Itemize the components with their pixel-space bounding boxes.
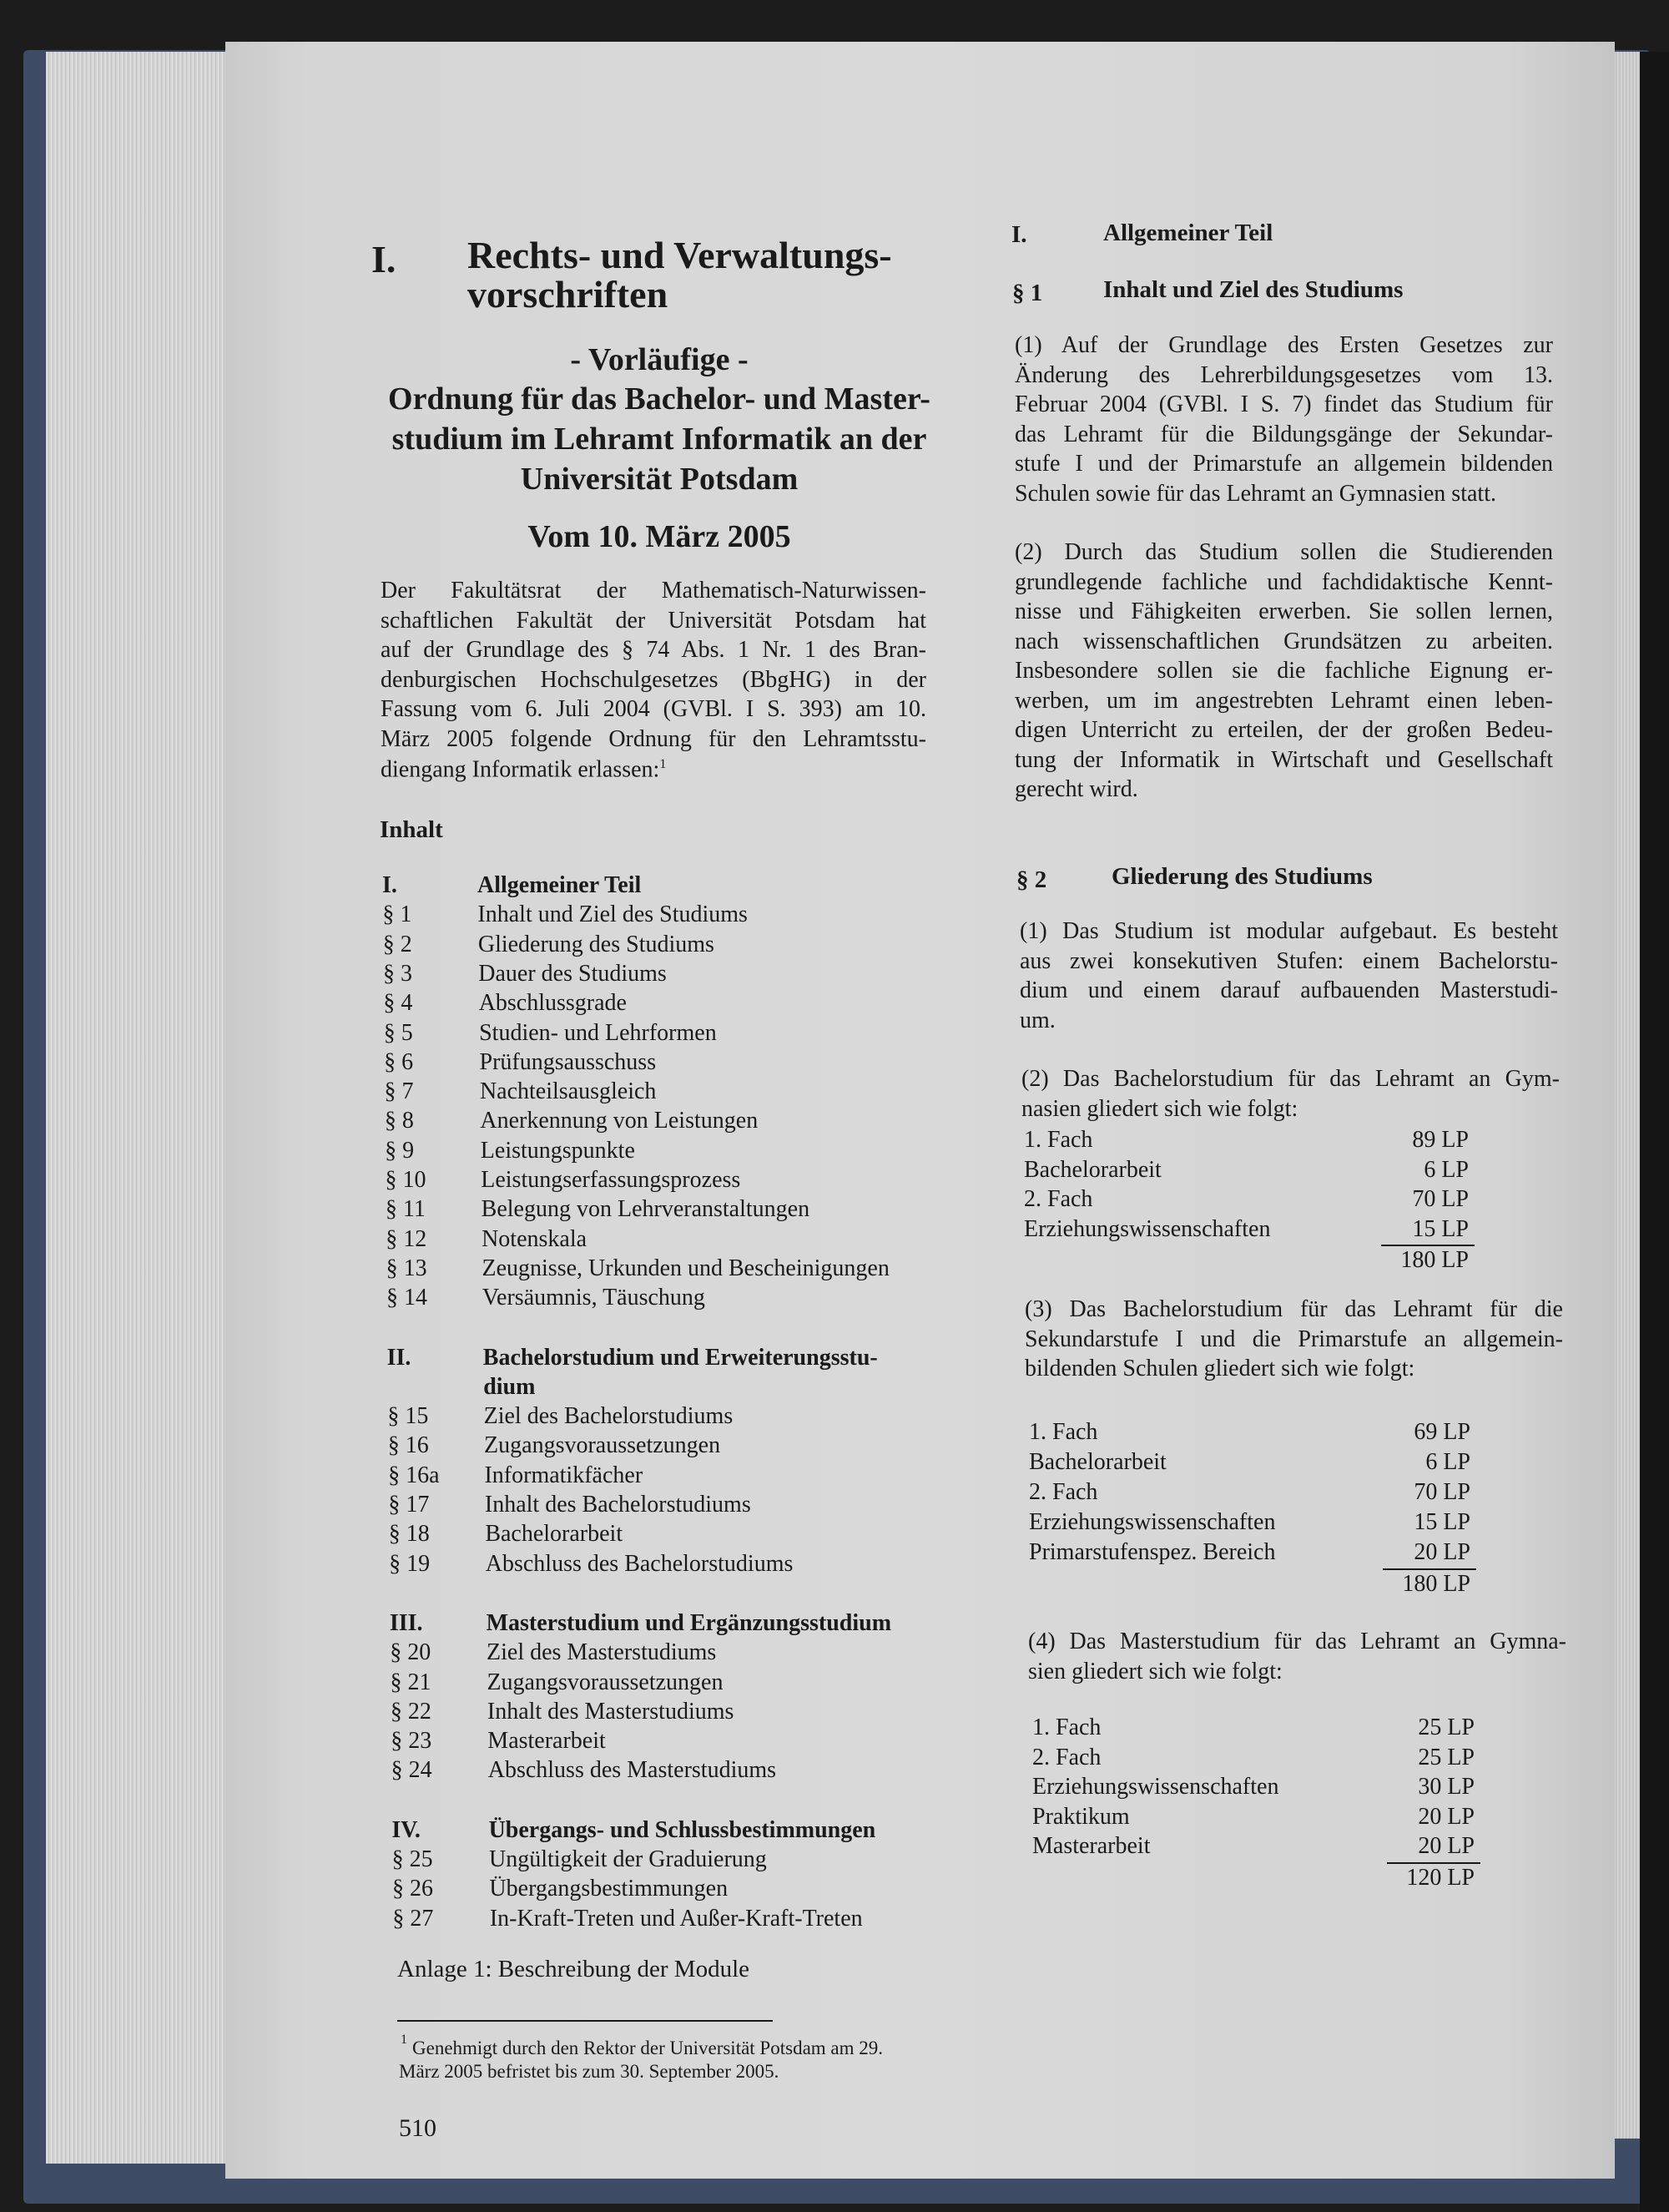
title-line4: Universität Potsdam xyxy=(520,462,799,497)
credits-value: 15 LP xyxy=(1414,1509,1470,1535)
section-title-line2: vorschriften xyxy=(467,273,668,316)
text-line: (2) Das Bachelorstudium für das Lehramt an Gym- xyxy=(1021,1066,1560,1092)
credits-label: Erziehungswissenschaften xyxy=(1024,1215,1271,1242)
section2-title: Gliederung des Studiums xyxy=(1112,863,1373,890)
toc-number: § 16a xyxy=(388,1462,440,1488)
toc-number: § 21 xyxy=(390,1669,431,1695)
toc-title: Versäumnis, Täuschung xyxy=(482,1285,705,1311)
toc-title: Inhalt des Masterstudiums xyxy=(487,1698,734,1725)
toc-title: Studien- und Lehrformen xyxy=(479,1019,717,1046)
inhalt-heading: Inhalt xyxy=(380,816,443,843)
text-line: nach wissenschaftlichen Grundsätzen zu arbeiten. xyxy=(1015,628,1553,654)
text-line: sien gliedert sich wie folgt: xyxy=(1028,1658,1283,1684)
credits-value: 20 LP xyxy=(1414,1539,1470,1565)
toc-number: § 23 xyxy=(391,1728,432,1755)
toc-number: II. xyxy=(386,1344,411,1371)
part-title: Allgemeiner Teil xyxy=(1103,220,1273,246)
text-line: um. xyxy=(1020,1007,1056,1033)
toc-title: Übergangs- und Schlussbestimmungen xyxy=(488,1816,876,1843)
toc-number: III. xyxy=(389,1609,423,1636)
section-number: I. xyxy=(371,238,396,280)
text-line: nasien gliedert sich wie folgt: xyxy=(1021,1095,1298,1122)
toc-title: Übergangsbestimmungen xyxy=(489,1876,729,1902)
credits-label: Erziehungswissenschaften xyxy=(1029,1509,1276,1535)
text-line: schaftlichen Fakultät der Universität Potsdam hat xyxy=(381,607,926,634)
sum-rule xyxy=(1387,1862,1480,1864)
credits-value: 15 LP xyxy=(1412,1215,1469,1242)
credits-value: 25 LP xyxy=(1418,1715,1475,1740)
text-line: werben, um im angestrebten Lehramt einen leben- xyxy=(1015,687,1553,714)
toc-number: § 17 xyxy=(388,1492,430,1518)
text-line: Sekundarstufe I und die Primarstufe an allgemein- xyxy=(1025,1326,1563,1352)
credits-value: 70 LP xyxy=(1412,1186,1469,1213)
credits-label: 2. Fach xyxy=(1024,1186,1093,1213)
credits-label: Primarstufenspez. Bereich xyxy=(1029,1539,1276,1565)
toc-number: § 12 xyxy=(386,1225,427,1252)
toc-title: Zugangsvoraussetzungen xyxy=(487,1669,724,1695)
credits-value: 6 LP xyxy=(1425,1449,1470,1475)
toc-number: § 18 xyxy=(388,1521,430,1548)
text-line: (2) Durch das Studium sollen die Studierenden xyxy=(1015,539,1553,565)
text-line: Februar 2004 (GVBl. I S. 7) findet das Studium für xyxy=(1015,391,1553,417)
credits-value: 89 LP xyxy=(1412,1127,1469,1153)
toc-number: § 5 xyxy=(383,1019,413,1046)
text-line: gerecht wird. xyxy=(1015,776,1138,802)
title-provisional: - Vorläufige - xyxy=(570,342,749,377)
text-line: digen Unterricht zu erteilen, der der großen Bedeu- xyxy=(1015,717,1553,743)
toc-number: § 27 xyxy=(392,1905,434,1932)
footnote-number: 1 xyxy=(401,2033,407,2047)
text-line: grundlegende fachliche und fachdidaktische Kennt- xyxy=(1015,568,1553,595)
toc-title: Inhalt des Bachelorstudiums xyxy=(484,1492,751,1518)
text-line: bildenden Schulen gliedert sich wie folgt: xyxy=(1025,1356,1415,1381)
toc-title: Bachelorarbeit xyxy=(485,1521,623,1548)
text-line: denburgischen Hochschulgesetzes (BbgHG) in der xyxy=(381,666,926,693)
toc-title: In-Kraft-Treten und Außer-Kraft-Treten xyxy=(489,1905,863,1932)
credits-value: 70 LP xyxy=(1414,1479,1470,1505)
section1-title: Inhalt und Ziel des Studiums xyxy=(1103,276,1404,303)
text-line: Fassung vom 6. Juli 2004 (GVBl. I S. 393) am 10. xyxy=(381,696,926,723)
toc-title: Anerkennung von Leistungen xyxy=(480,1108,759,1134)
toc-number: § 24 xyxy=(391,1757,432,1784)
credits-label: Erziehungswissenschaften xyxy=(1032,1774,1279,1800)
scan-margin xyxy=(1640,52,1669,2212)
toc-number: § 26 xyxy=(392,1876,434,1902)
section1-number: § 1 xyxy=(1012,280,1043,306)
toc-title: Abschlussgrade xyxy=(478,990,627,1017)
toc-number: § 14 xyxy=(386,1285,427,1311)
toc-title: Ungültigkeit der Graduierung xyxy=(489,1846,767,1872)
document-date: Vom 10. März 2005 xyxy=(527,519,791,554)
toc-title: Ziel des Bachelorstudiums xyxy=(483,1403,734,1430)
toc-title: Masterstudium und Ergänzungsstudium xyxy=(486,1609,892,1636)
credits-total: 180 LP xyxy=(1402,1571,1470,1597)
annex-line: Anlage 1: Beschreibung der Module xyxy=(397,1956,750,1982)
toc-number: § 2 xyxy=(382,931,412,957)
title-line2: Ordnung für das Bachelor- und Master- xyxy=(388,381,930,417)
toc-title: Abschluss des Masterstudiums xyxy=(487,1757,777,1784)
toc-title: Leistungspunkte xyxy=(480,1137,635,1164)
toc-title: Allgemeiner Teil xyxy=(477,872,642,898)
page-edges-left xyxy=(46,52,238,2164)
toc-title: Informatikfächer xyxy=(484,1462,643,1488)
text-line: das Lehramt für die Bildungsgänge der Sekundar- xyxy=(1015,421,1553,447)
toc-title: Dauer des Studiums xyxy=(478,960,667,987)
toc-number: § 1 xyxy=(382,901,412,928)
toc-title: Leistungserfassungsprozess xyxy=(481,1167,741,1193)
credits-value: 69 LP xyxy=(1414,1419,1470,1445)
toc-number: § 11 xyxy=(385,1196,426,1223)
sum-rule xyxy=(1383,1568,1476,1570)
toc-title: Masterarbeit xyxy=(487,1728,606,1755)
text-line: Schulen sowie für das Lehramt an Gymnasien statt. xyxy=(1015,480,1496,507)
credits-label: 1. Fach xyxy=(1032,1715,1102,1740)
text-line: stufe I und der Primarstufe an allgemein bildenden xyxy=(1015,451,1553,477)
toc-number: I. xyxy=(382,872,397,898)
toc-title: Abschluss des Bachelorstudiums xyxy=(485,1550,794,1577)
toc-title: Inhalt und Ziel des Studiums xyxy=(477,901,748,928)
section2-number: § 2 xyxy=(1016,866,1047,893)
credits-value: 25 LP xyxy=(1418,1744,1475,1770)
text-line: Der Fakultätsrat der Mathematisch-Naturwissen- xyxy=(381,578,926,604)
toc-number: § 15 xyxy=(387,1403,429,1430)
credits-value: 30 LP xyxy=(1418,1774,1475,1800)
title-line3: studium im Lehramt Informatik an der xyxy=(391,422,927,457)
toc-title: Ziel des Masterstudiums xyxy=(487,1639,717,1666)
toc-title: Zeugnisse, Urkunden und Bescheinigungen xyxy=(482,1255,890,1281)
footnote-rule xyxy=(397,2020,773,2022)
text-line: März 2005 folgende Ordnung für den Lehramtsstu- xyxy=(381,726,926,752)
toc-number: § 25 xyxy=(391,1846,433,1872)
toc-title: Bachelorstudium und Erweiterungsstu- xyxy=(482,1344,878,1371)
toc-number: § 6 xyxy=(384,1048,414,1075)
credits-label: 2. Fach xyxy=(1029,1479,1098,1505)
text-line: (3) Das Bachelorstudium für das Lehramt für die xyxy=(1025,1296,1563,1322)
sum-rule xyxy=(1381,1245,1475,1246)
footnote-line2: März 2005 befristet bis zum 30. September 2005. xyxy=(399,2061,779,2082)
part-number: I. xyxy=(1011,221,1027,248)
toc-number: § 8 xyxy=(384,1108,414,1134)
toc-number: IV. xyxy=(391,1816,421,1843)
text-line: (1) Auf der Grundlage des Ersten Gesetzes zur xyxy=(1015,332,1553,358)
toc-number: § 4 xyxy=(383,990,413,1017)
footnote-marker: 1 xyxy=(659,756,667,771)
credits-value: 6 LP xyxy=(1424,1156,1469,1183)
credits-label: Bachelorarbeit xyxy=(1024,1156,1162,1183)
toc-title: Notenskala xyxy=(482,1225,587,1252)
credits-value: 20 LP xyxy=(1418,1803,1475,1830)
toc-title: Belegung von Lehrveranstaltungen xyxy=(481,1196,810,1223)
text-line: aus zwei konsekutiven Stufen: einem Bachelorstu- xyxy=(1020,947,1558,974)
toc-title: dium xyxy=(483,1373,536,1400)
text-line: nisse und Fähigkeiten erwerben. Sie sollen lernen, xyxy=(1015,598,1553,624)
credits-label: 1. Fach xyxy=(1029,1419,1098,1445)
footnote-line1: Genehmigt durch den Rektor der Universität Potsdam am 29. xyxy=(412,2038,884,2058)
credits-total: 120 LP xyxy=(1406,1865,1475,1891)
toc-number: § 13 xyxy=(386,1255,427,1281)
credits-label: Masterarbeit xyxy=(1032,1833,1151,1860)
text-line: Änderung des Lehrerbildungsgesetzes vom 13. xyxy=(1015,361,1553,388)
credits-value: 20 LP xyxy=(1418,1833,1475,1860)
toc-title: Prüfungsausschuss xyxy=(479,1048,657,1075)
toc-number: § 7 xyxy=(384,1078,414,1105)
text-line: (4) Das Masterstudium für das Lehramt an Gymna- xyxy=(1028,1629,1566,1654)
toc-title: Nachteilsausgleich xyxy=(479,1078,657,1105)
toc-title: Zugangsvoraussetzungen xyxy=(484,1432,721,1459)
text-line: (1) Das Studium ist modular aufgebaut. Es besteht xyxy=(1020,918,1558,944)
text-line: diengang Informatik erlassen:$^1$ xyxy=(381,755,667,782)
credits-label: Praktikum xyxy=(1032,1803,1130,1830)
credits-total: 180 LP xyxy=(1400,1247,1469,1274)
credits-label: Bachelorarbeit xyxy=(1029,1449,1167,1475)
text-line: tung der Informatik in Wirtschaft und Gesellschaft xyxy=(1015,746,1553,773)
text-line: auf der Grundlage des § 74 Abs. 1 Nr. 1 des Bran- xyxy=(381,637,926,664)
toc-number: § 20 xyxy=(390,1639,431,1666)
text-line: dium und einem darauf aufbauenden Masterstudi- xyxy=(1020,977,1558,1003)
toc-number: § 16 xyxy=(387,1432,429,1459)
toc-title: Gliederung des Studiums xyxy=(477,931,714,957)
toc-number: § 9 xyxy=(385,1137,415,1164)
toc-number: § 3 xyxy=(383,960,413,987)
credits-label: 2. Fach xyxy=(1032,1744,1102,1770)
toc-number: § 22 xyxy=(390,1698,431,1725)
toc-number: § 19 xyxy=(389,1550,431,1577)
page-number: 510 xyxy=(399,2114,436,2142)
section-title-line1: Rechts- und Verwaltungs- xyxy=(467,234,892,276)
toc-number: § 10 xyxy=(385,1167,426,1193)
credits-label: 1. Fach xyxy=(1024,1127,1093,1153)
text-line: Insbesondere sollen sie die fachliche Eignung er- xyxy=(1015,658,1553,684)
